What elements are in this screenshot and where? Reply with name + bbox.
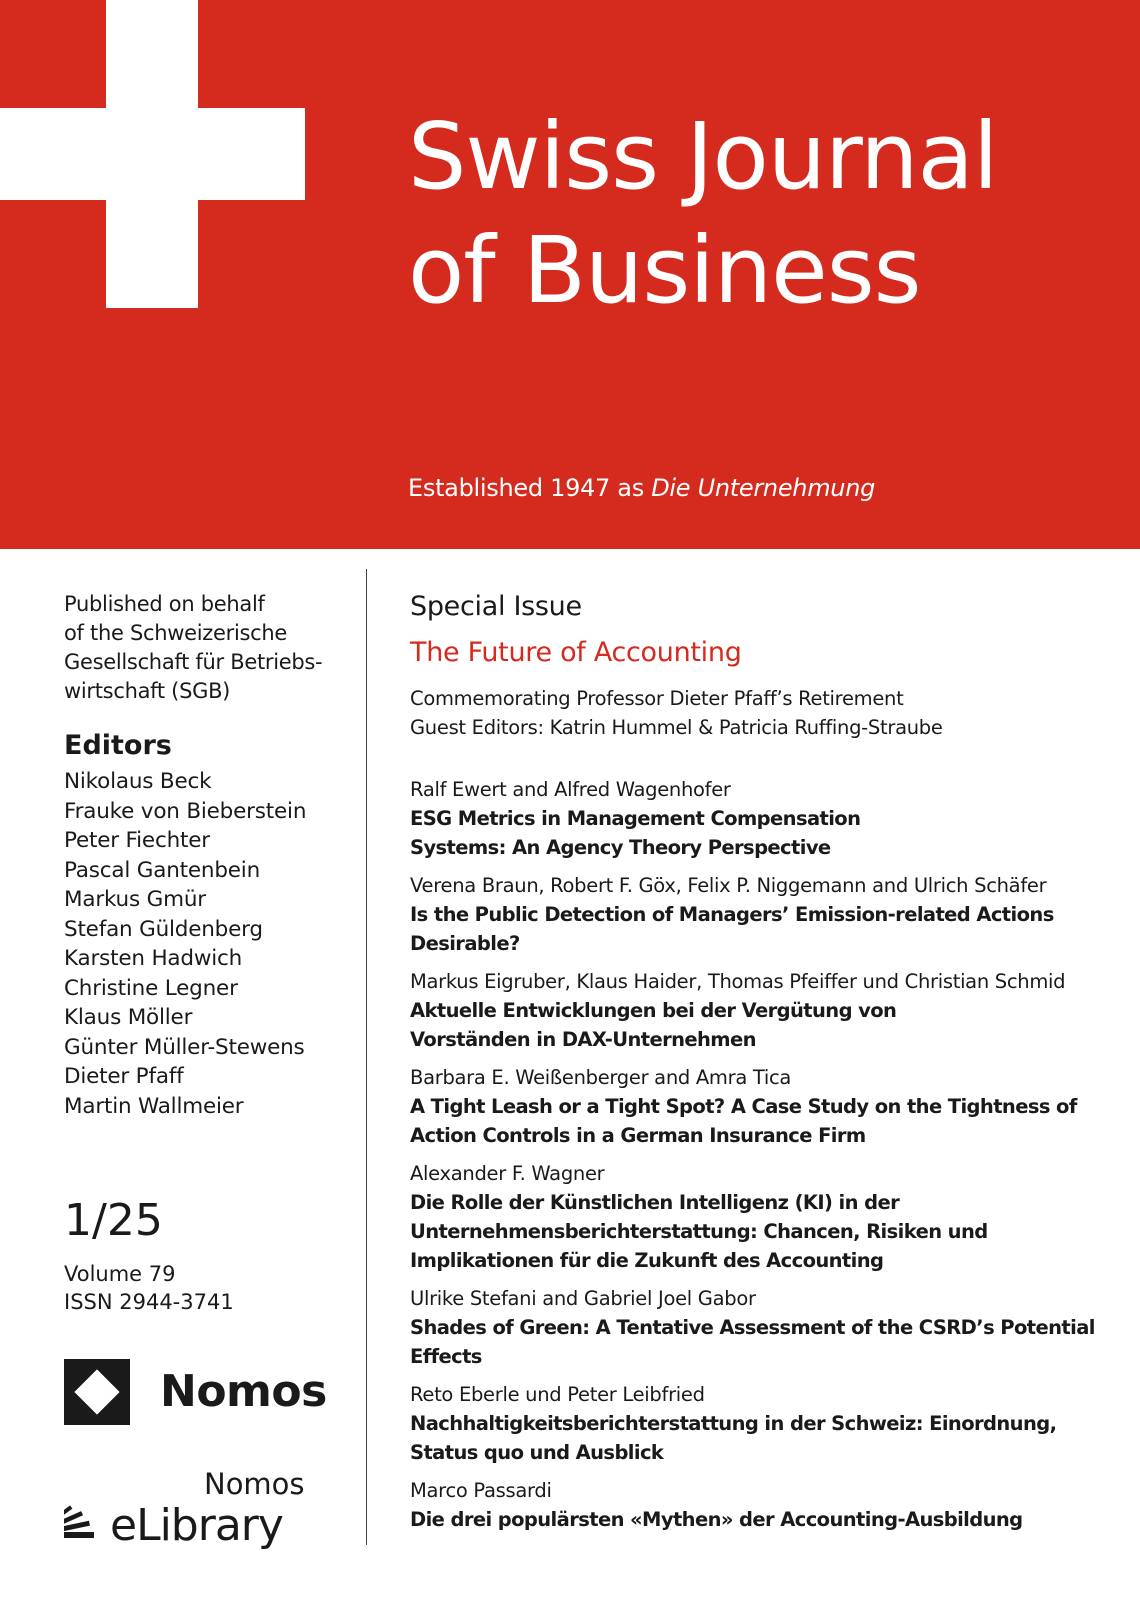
journal-title-line2: of Business [408, 217, 921, 324]
publisher-note-line: Published on behalf [64, 592, 265, 616]
editor-name: Günter Müller-Stewens [64, 1034, 305, 1060]
article-title: Die Rolle der Künstlichen Intelligenz (KI) in der Unternehmensberichterstattung: Chancen, Risiken und Implikationen für die Zukunft des Accounting [410, 1191, 988, 1272]
issn-label: ISSN 2944-3741 [64, 1290, 234, 1314]
publisher-note-line: wirtschaft (SGB) [64, 679, 231, 703]
swiss-cross-icon-bar [0, 108, 305, 200]
article-entry [410, 1477, 1110, 1534]
editors-list [64, 767, 354, 1121]
established-prefix: Established 1947 as [408, 474, 652, 502]
article-authors: Markus Eigruber, Klaus Haider, Thomas Pfeiffer und Christian Schmid [410, 970, 1066, 993]
commemoration-line: Commemorating Professor Dieter Pfaff’s Retirement [410, 687, 904, 710]
elibrary-label: eLibrary [110, 1500, 283, 1551]
guest-editors-line: Guest Editors: Katrin Hummel & Patricia Ruffing-Straube [410, 716, 943, 739]
article-authors: Marco Passardi [410, 1479, 552, 1502]
article-title: Nachhaltigkeitsberichterstattung in der Schweiz: Einordnung, Status quo und Ausblick [410, 1412, 1057, 1464]
article-title: ESG Metrics in Management Compensation Systems: An Agency Theory Perspective [410, 807, 861, 859]
article-entry [410, 1285, 1110, 1371]
article-list [410, 776, 1110, 1534]
special-issue-theme: The Future of Accounting [410, 637, 742, 668]
article-entry [410, 968, 1110, 1054]
special-issue-label: Special Issue [410, 591, 582, 622]
right-column [410, 590, 1110, 1544]
article-entry [410, 1064, 1110, 1150]
article-title: A Tight Leash or a Tight Spot? A Case Study on the Tightness of Action Controls in a German Insurance Firm [410, 1095, 1077, 1147]
article-entry [410, 776, 1110, 862]
editor-name: Markus Gmür [64, 887, 206, 912]
article-entry [410, 872, 1110, 958]
editor-name: Pascal Gantenbein [64, 857, 260, 883]
editor-name: Nikolaus Beck [64, 769, 212, 794]
journal-title-line1: Swiss Journal [408, 103, 998, 210]
editor-name: Frauke von Bieberstein [64, 798, 307, 824]
editor-name: Christine Legner [64, 975, 238, 1001]
editor-name: Klaus Möller [64, 1005, 193, 1030]
publisher-note [64, 590, 354, 706]
established-note [408, 474, 875, 502]
issue-details [64, 1260, 234, 1316]
column-divider [366, 569, 367, 1545]
article-entry [410, 1381, 1110, 1467]
elibrary-nomos-label: Nomos [204, 1467, 305, 1501]
article-authors: Reto Eberle und Peter Leibfried [410, 1383, 705, 1406]
publisher-note-line: of the Schweizerische [64, 621, 287, 645]
cover-header [0, 0, 1140, 549]
article-authors: Verena Braun, Robert F. Göx, Felix P. Niggemann and Ulrich Schäfer [410, 874, 1047, 897]
editor-name: Stefan Güldenberg [64, 916, 263, 942]
article-entry [410, 1160, 1110, 1275]
established-name: Die Unternehmung [651, 474, 876, 502]
editors-heading: Editors [64, 730, 172, 761]
nomos-diamond-icon [64, 1359, 130, 1425]
article-authors: Ulrike Stefani and Gabriel Joel Gabor [410, 1287, 756, 1310]
article-title: Aktuelle Entwicklungen bei der Vergütung von Vorständen in DAX-Unternehmen [410, 999, 897, 1051]
left-column [64, 590, 354, 1121]
volume-label: Volume 79 [64, 1262, 176, 1286]
editor-name: Karsten Hadwich [64, 946, 243, 971]
issue-number: 1/25 [64, 1195, 163, 1246]
editor-name: Dieter Pfaff [64, 1064, 184, 1089]
publisher-note-line: Gesellschaft für Betriebs- [64, 650, 323, 674]
article-title: Die drei populärsten «Mythen» der Accounting-Ausbildung [410, 1508, 1023, 1531]
special-issue-info [410, 684, 1110, 742]
publisher-name: Nomos [160, 1366, 327, 1417]
article-authors: Alexander F. Wagner [410, 1162, 605, 1185]
journal-title [408, 100, 998, 328]
article-title: Shades of Green: A Tentative Assessment of the CSRD’s Potential Effects [410, 1316, 1095, 1368]
article-authors: Barbara E. Weißenberger and Amra Tica [410, 1066, 792, 1089]
article-authors: Ralf Ewert and Alfred Wagenhofer [410, 778, 731, 801]
article-title: Is the Public Detection of Managers’ Emission-related Actions Desirable? [410, 903, 1054, 955]
editor-name: Martin Wallmeier [64, 1093, 244, 1119]
editor-name: Peter Fiechter [64, 828, 210, 853]
nomos-diamond-inner [74, 1369, 119, 1414]
